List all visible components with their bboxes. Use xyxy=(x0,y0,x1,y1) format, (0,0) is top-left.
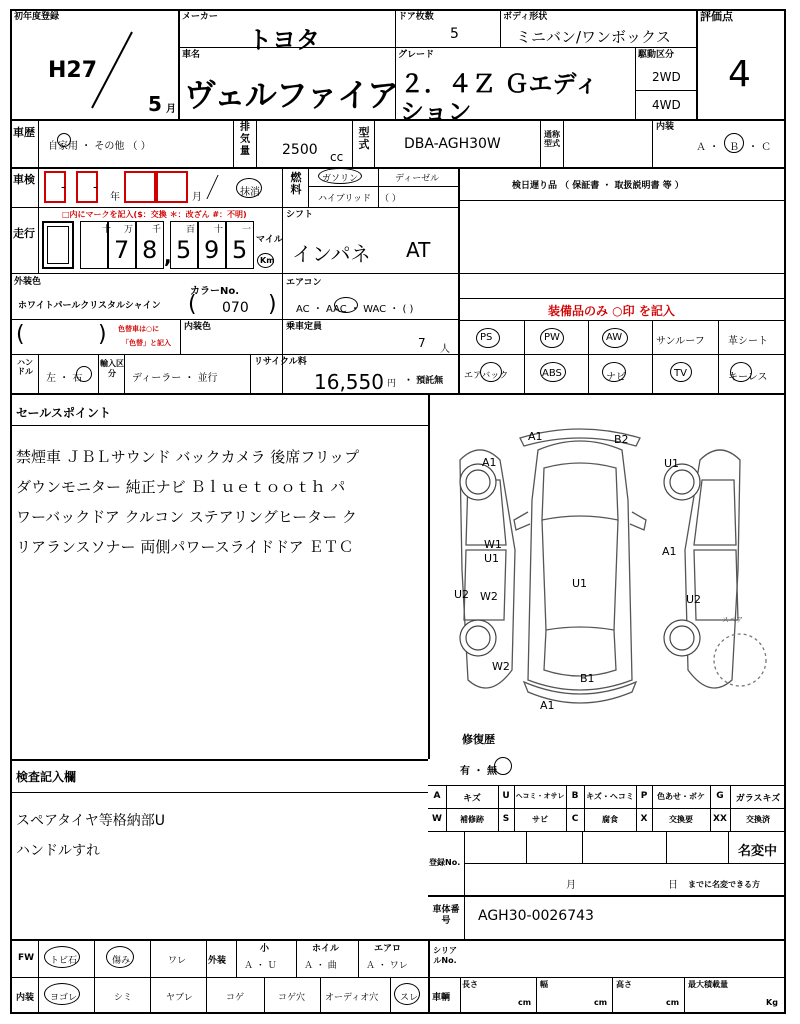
fw-crack: ワレ xyxy=(168,956,187,966)
capacity-unit: 人 xyxy=(440,344,450,355)
inspection-year-unit: 年 xyxy=(110,192,120,203)
color-change-note2: 「色替」と記入 xyxy=(122,339,171,347)
inspection-expired: 抹消 xyxy=(240,187,260,198)
height-unit: cm xyxy=(666,998,680,1007)
wheel-label: ホイル xyxy=(312,944,340,954)
handle-label: ハンドル xyxy=(17,358,33,376)
wheel-value: Ａ ・ 曲 xyxy=(304,961,337,971)
date-slash xyxy=(88,30,138,110)
grade-score-value: 4 xyxy=(728,54,751,95)
inspection-box-month2 xyxy=(156,171,188,203)
odo-unit-3: 百 xyxy=(186,225,196,235)
exterior-color-label: 外装色 xyxy=(14,277,42,287)
equipment-title: 装備品のみ ○印 を記入 xyxy=(548,304,675,318)
diagram-mark-w2-rear: W2 xyxy=(492,660,510,673)
inspection-month-unit: 月 xyxy=(192,192,202,203)
odo-digit-4: 9 xyxy=(204,236,220,264)
body-label: ボディ形状 xyxy=(503,12,548,22)
interior-burn-hole: コゲ穴 xyxy=(278,993,306,1003)
aero-value: Ａ ・ ワレ xyxy=(366,961,408,971)
model-label: 型式 xyxy=(358,126,370,151)
fuel-diesel: ディーゼル xyxy=(395,174,440,184)
fuel-gasoline-circle xyxy=(318,168,362,184)
equipment-keyless: キーレス xyxy=(728,372,768,383)
mileage-note: □内にマークを記入($：交換 ＊：改ざん #：不明) xyxy=(62,210,247,219)
diagram-mark-b2-front: B2 xyxy=(614,433,629,446)
history-value: 自家用 ・ その他 （ ） xyxy=(48,141,151,152)
repair-label: 修復歴 xyxy=(462,733,495,746)
width-label: 幅 xyxy=(540,980,548,989)
sales-point-line-3: ワーバックドア クルコン ステアリングヒーター ク xyxy=(16,508,357,526)
legend-desc-g: ガラスキズ xyxy=(735,794,781,804)
inspection-expired-circle xyxy=(236,178,262,198)
grade-score-label: 評価点 xyxy=(700,10,733,23)
legend-code-xx: XX xyxy=(713,814,727,824)
interior-b: Ｂ xyxy=(729,142,739,153)
interior-b-circle xyxy=(724,133,744,153)
documents-label: 検日遅り品 （ 保証書 ・ 取扱説明書 等 ） xyxy=(512,181,684,191)
fuel-gasoline: ガソリン xyxy=(322,174,359,184)
equipment-pw-circle xyxy=(540,328,564,348)
fw-damage: 傷み xyxy=(112,956,131,966)
interior-dirt: ヨゴレ xyxy=(50,993,78,1003)
diagram-mark-b1-rear: B1 xyxy=(580,672,595,685)
fw-chip-circle xyxy=(44,946,80,968)
inspection-note-2: ハンドルすれ xyxy=(16,843,100,859)
diagram-mark-u1-left: U1 xyxy=(484,552,500,565)
legend-code-p: P xyxy=(640,791,648,801)
aero-label: エアロ xyxy=(374,944,402,954)
inspection-notes-label: 検査記入欄 xyxy=(16,770,77,784)
equipment-navi-circle xyxy=(602,362,626,382)
grade-line1: ２．４Ｚ Ｇエディ xyxy=(400,70,599,98)
odo-digit-5: 5 xyxy=(232,236,248,264)
first-reg-label: 初年度登録 xyxy=(14,12,60,22)
equipment-aw-circle xyxy=(602,328,628,348)
diagram-mark-a1-front: A1 xyxy=(528,430,543,443)
legend-desc-w: 補修跡 xyxy=(460,815,484,824)
diagram-mark-u1-roof: U1 xyxy=(572,577,588,590)
legend-code-u: U xyxy=(502,791,510,801)
equipment-airbag: エアバック xyxy=(464,371,509,381)
legend-code-b: B xyxy=(571,791,579,801)
car-name-label: 車名 xyxy=(182,50,201,60)
capacity-value: 7 xyxy=(418,336,426,350)
color-no-value: 070 xyxy=(222,300,249,316)
maker-label: メーカー xyxy=(182,12,218,22)
doors-value: 5 xyxy=(450,26,459,42)
legend-code-g: G xyxy=(716,791,724,801)
fuel-label: 燃料 xyxy=(290,171,302,196)
equipment-navi: ナビ xyxy=(606,372,626,383)
legend-code-s: S xyxy=(502,814,510,824)
odo-digit-3: 5 xyxy=(176,236,192,264)
recycle-value: 16,550 xyxy=(314,370,384,394)
equipment-tv-circle xyxy=(670,362,692,382)
equipment-ps: PS xyxy=(480,332,493,343)
equipment-sunroof: サンルーフ xyxy=(656,336,705,347)
name-change-label: 名変中 xyxy=(738,844,778,859)
model-value: DBA-AGH30W xyxy=(404,136,501,152)
interior-scuff-circle xyxy=(394,983,420,1005)
km-label: Km xyxy=(260,256,275,265)
month-unit: 月 xyxy=(166,104,176,115)
legend-code-a: A xyxy=(433,791,441,801)
small-value: Ａ ・ Ｕ xyxy=(244,961,277,971)
aircon-value: AC ・ AAC ・ WAC ・ ( ) xyxy=(296,304,414,315)
recycle-deposit: ・ 預託無 xyxy=(404,376,444,386)
aircon-aac-circle xyxy=(334,297,358,313)
import-value: ディーラー ・ 並行 xyxy=(132,373,218,384)
legend-desc-c: 腐食 xyxy=(602,815,618,824)
mileage-box-inner xyxy=(47,226,69,264)
odo-digit-1: 7 xyxy=(114,236,130,264)
import-label: 輸入区分 xyxy=(100,359,124,378)
shift-label: シフト xyxy=(286,210,314,220)
inspection-label: 車検 xyxy=(13,173,35,186)
mile-label: マイル xyxy=(256,235,283,245)
inspection-dash1: - xyxy=(61,180,66,194)
color-no-paren-close: ) xyxy=(268,292,277,317)
inspection-note-1: スペアタイヤ等格納部U xyxy=(16,813,165,829)
width-unit: cm xyxy=(594,998,608,1007)
odo-unit-4: 十 xyxy=(214,225,224,235)
recycle-unit: 円 xyxy=(387,379,397,389)
aircon-label: エアコン xyxy=(286,278,322,288)
interior-a: Ａ ・ xyxy=(696,142,720,153)
fuel-hybrid-paren: （ ） xyxy=(380,194,401,204)
legend-desc-p: 色あせ・ボケ xyxy=(657,792,705,801)
vin-label: 車体番号 xyxy=(432,905,460,926)
repair-value: 有 ・ 無 xyxy=(460,766,497,777)
diagram-mark-u1-right: U1 xyxy=(664,457,680,470)
vin-value: AGH30-0026743 xyxy=(478,908,594,924)
handle-right-circle xyxy=(76,366,92,382)
registration-label: 登録No. xyxy=(429,858,461,867)
interior-label: 内装 xyxy=(656,122,675,132)
fuel-hybrid: ハイブリッド xyxy=(318,194,372,204)
inspection-box-month1 xyxy=(124,171,156,203)
sales-point-line-2: ダウンモニター 純正ナビ Ｂｌｕｅｔｏｏｔｈ パ xyxy=(16,478,346,496)
equipment-abs: ABS xyxy=(542,368,562,379)
length-label: 長さ xyxy=(462,980,478,989)
registration-deadline: までに名変できる方 xyxy=(688,880,760,889)
equipment-pw: PW xyxy=(544,332,560,343)
registration-day: 日 xyxy=(668,880,678,891)
drive-4wd: 4WD xyxy=(652,98,681,112)
shift-position: インパネ xyxy=(292,242,371,266)
legend-desc-s: サビ xyxy=(532,815,548,824)
fw-damage-circle xyxy=(106,946,134,968)
exterior-small-label: 外装 xyxy=(208,956,227,966)
diagram-mark-u2-left: U2 xyxy=(454,588,470,601)
small-label: 小 xyxy=(260,944,270,954)
equipment-tv: TV xyxy=(674,368,687,379)
inspection-dash2: - xyxy=(93,180,98,194)
equipment-aw: AW xyxy=(606,332,623,343)
max-load-label: 最大積載量 xyxy=(688,980,728,989)
equipment-keyless-circle xyxy=(730,362,752,382)
interior-scuff: スレ xyxy=(400,993,419,1003)
mileage-label: 走行 xyxy=(13,227,35,240)
displacement-label: 排気量 xyxy=(240,122,250,157)
equipment-ps-circle xyxy=(476,328,500,348)
diagram-mark-a1-right: A1 xyxy=(662,545,677,558)
legend-code-x: X xyxy=(640,814,648,824)
diagram-mark-w2-left: W2 xyxy=(480,590,498,603)
color-no-label: カラーNo. xyxy=(190,286,240,297)
first-reg-month: 5 xyxy=(148,92,162,116)
sales-point-line-1: 禁煙車 ＪＢＬサウンド バックカメラ 後席フリップ xyxy=(16,448,360,466)
exterior-color-value: ホワイトパールクリスタルシャイン xyxy=(18,301,161,311)
grade-line2: ション xyxy=(400,98,472,126)
odo-unit-0: 十 xyxy=(102,225,112,235)
body-value: ミニバン/ワンボックス xyxy=(516,28,671,46)
equipment-leather: 革シート xyxy=(728,336,768,347)
history-private-circle xyxy=(57,133,71,147)
displacement-value: 2500 xyxy=(282,142,318,158)
diagram-mark-u2-right: U2 xyxy=(686,593,702,606)
dimensions-label: 車輌 xyxy=(432,993,451,1003)
car-name-value: ヴェルファイア xyxy=(184,76,399,114)
maker-value: トヨタ xyxy=(248,26,320,54)
max-load-unit: Kg xyxy=(766,998,778,1007)
interior-burn: コゲ xyxy=(226,993,245,1003)
first-reg-year: H27 xyxy=(48,58,98,83)
interior-color-label: 内装色 xyxy=(184,322,212,332)
color-change-paren-close: ) xyxy=(98,322,107,347)
interior-bottom-label: 内装 xyxy=(16,993,35,1003)
spare-label: スペア xyxy=(722,616,743,624)
color-no-paren-open: ( xyxy=(188,292,197,317)
odo-unit-1: 万 xyxy=(124,225,134,235)
interior-tear: ヤブレ xyxy=(166,993,193,1003)
interior-c: ・ Ｃ xyxy=(748,142,772,153)
fw-label: FW xyxy=(18,953,35,963)
common-model-label: 通称型式 xyxy=(544,130,560,148)
legend-desc-u: ヘコミ・オサレ xyxy=(515,792,565,800)
legend-desc-a: キズ xyxy=(463,794,481,804)
registration-month: 月 xyxy=(566,880,576,891)
color-change-note1: 色替車は○に xyxy=(118,325,160,333)
height-label: 高さ xyxy=(616,980,632,989)
drive-label: 駆動区分 xyxy=(638,50,675,60)
displacement-unit: cc xyxy=(330,150,344,164)
recycle-label: リサイクル料 xyxy=(254,357,307,367)
legend-desc-b: キズ・ヘコミ xyxy=(586,792,634,801)
odo-unit-5: 一 xyxy=(242,225,252,235)
legend-desc-xx: 交換済 xyxy=(746,815,770,824)
equipment-abs-circle xyxy=(540,362,566,382)
doors-label: ドア枚数 xyxy=(398,12,434,22)
odo-digit-2: 8 xyxy=(142,236,158,264)
repair-none-circle xyxy=(494,757,512,775)
legend-code-c: C xyxy=(571,814,579,824)
history-label: 車歴 xyxy=(13,126,35,139)
handle-value: 左 ・ 右 xyxy=(46,373,83,384)
interior-stain: シミ xyxy=(114,993,133,1003)
color-change-paren-open: ( xyxy=(16,322,25,347)
drive-2wd: 2WD xyxy=(652,70,681,84)
capacity-label: 乗車定員 xyxy=(286,322,323,332)
sales-point-line-4: リアランスソナー 両側パワースライドドア ＥＴＣ xyxy=(16,538,354,556)
length-unit: cm xyxy=(518,998,532,1007)
odo-unit-2: 千 xyxy=(152,225,162,235)
diagram-mark-w1-left: W1 xyxy=(484,538,502,551)
interior-audio-hole: オーディオ穴 xyxy=(325,993,379,1003)
grade-label: グレード xyxy=(398,50,435,60)
fw-chip: トビ石 xyxy=(50,956,78,966)
diagram-mark-a1-left: A1 xyxy=(482,456,497,469)
legend-code-w: W xyxy=(432,814,442,824)
diagram-mark-a1-rear: A1 xyxy=(540,699,555,712)
odo-comma-1: , xyxy=(164,244,172,268)
equipment-airbag-circle xyxy=(480,362,502,382)
km-circle xyxy=(257,253,274,268)
legend-desc-x: 交換要 xyxy=(669,815,693,824)
interior-dirt-circle xyxy=(44,983,80,1005)
shift-type: AT xyxy=(406,238,431,262)
sales-points-label: セールスポイント xyxy=(16,406,111,420)
serial-label: シリアルNo. xyxy=(433,946,457,965)
